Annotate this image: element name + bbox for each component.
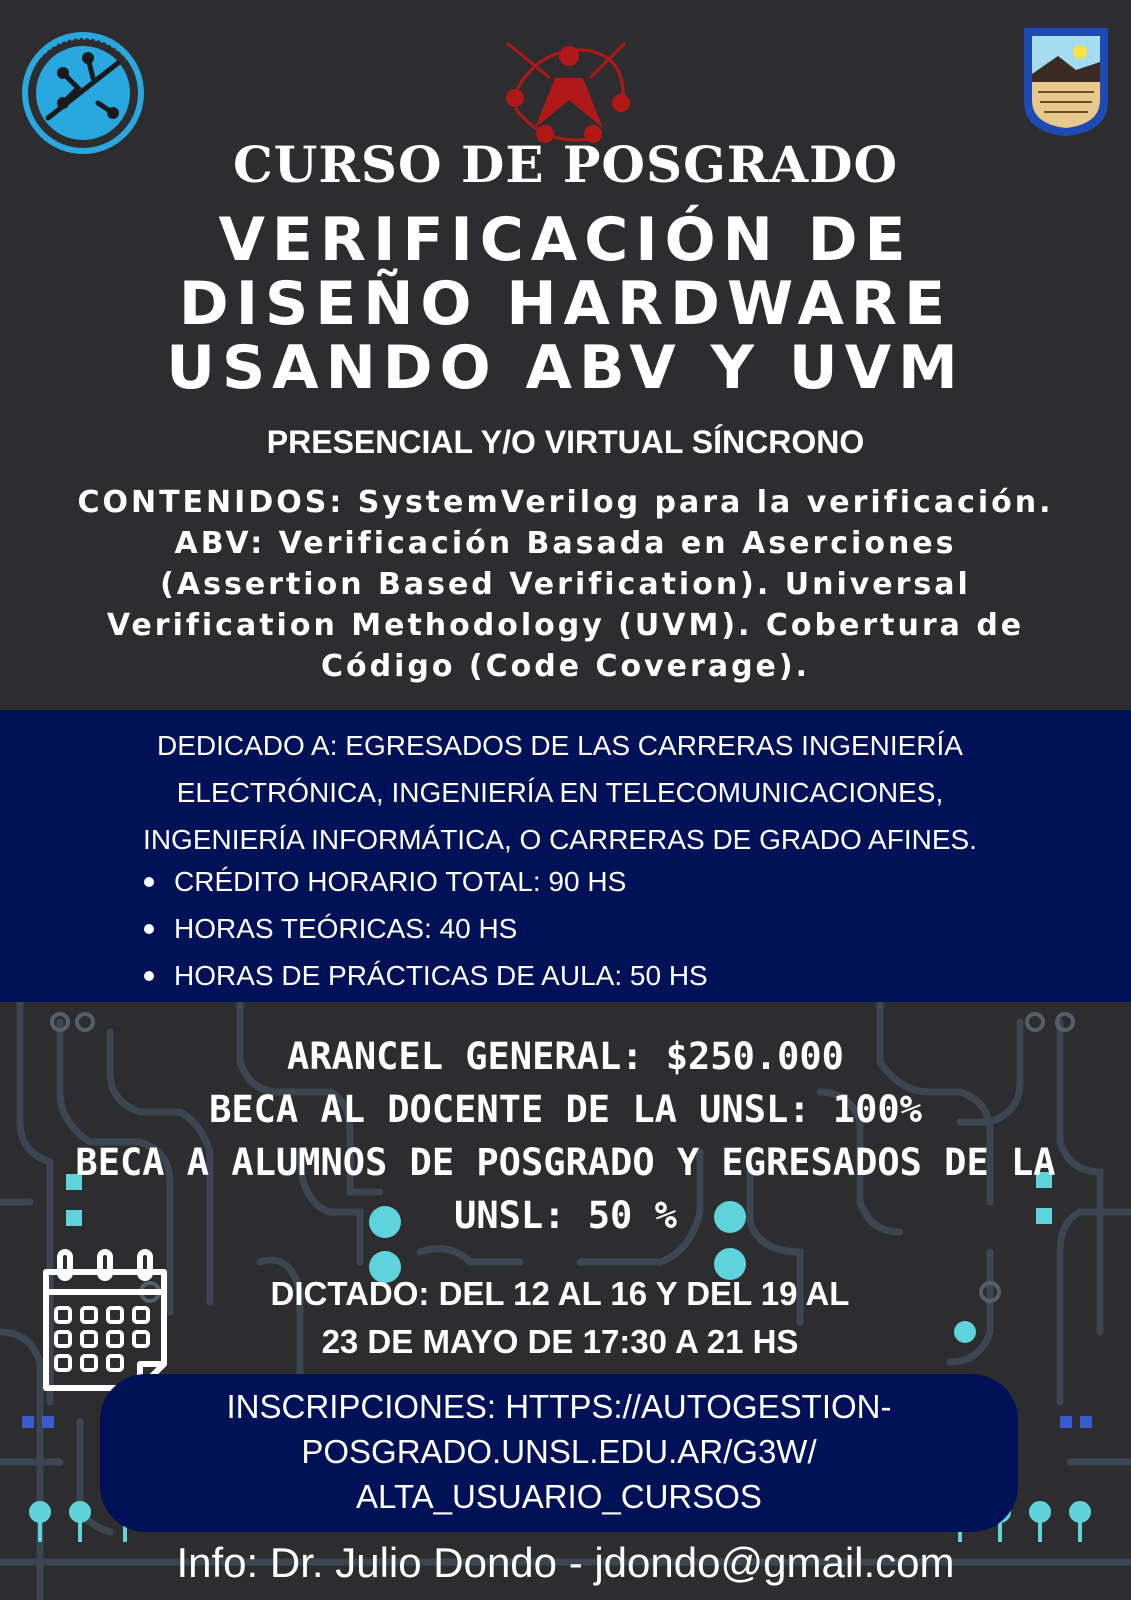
contents-line: ABV: Verificación Basada en Aserciones: [174, 526, 957, 561]
signup-box[interactable]: [100, 1374, 1018, 1532]
contents-line: Verification Methodology (UVM). Cobertura de: [106, 608, 1025, 643]
calendar-icon: [38, 1242, 172, 1394]
schedule-block: [200, 1270, 920, 1366]
fees-block: [0, 1030, 1131, 1242]
modality-text: PRESENCIAL Y/O VIRTUAL SÍNCRONO: [266, 424, 865, 460]
contact-info: Info: Dr. Julio Dondo - jdondo@gmail.com: [176, 1539, 955, 1586]
audience-line: DEDICADO A: EGRESADOS DE LAS CARRERAS INGENIERÍA: [157, 730, 963, 761]
title-line: DISEÑO HARDWARE: [178, 269, 953, 339]
signup-line: POSGRADO.UNSL.EDU.AR/G3W/: [301, 1433, 817, 1470]
red-figure-logo: [505, 38, 633, 148]
audience-text: [60, 722, 1060, 863]
fee-line: UNSL: 50 %: [454, 1194, 677, 1237]
schedule-line: DICTADO: DEL 12 AL 16 Y DEL 19 AL: [270, 1275, 850, 1312]
course-contents: [10, 482, 1121, 687]
course-kicker: CURSO DE POSGRADO: [232, 135, 899, 194]
fee-line: ARANCEL GENERAL: $250.000: [287, 1035, 844, 1078]
audience-line: ELECTRÓNICA, INGENIERÍA EN TELECOMUNICACIONES,: [176, 777, 944, 808]
hours-item: HORAS TEÓRICAS: 40 HS: [142, 905, 708, 952]
contents-line: (Assertion Based Verification). Universal: [160, 567, 971, 602]
fee-line: BECA A ALUMNOS DE POSGRADO Y EGRESADOS DE LA: [75, 1141, 1056, 1184]
contents-line: CONTENIDOS: SystemVerilog para la verificación.: [77, 485, 1054, 520]
title-line: USANDO ABV Y UVM: [166, 333, 965, 403]
signup-line: INSCRIPCIONES: HTTPS://AUTOGESTION-: [226, 1388, 892, 1425]
schedule-line: 23 DE MAYO DE 17:30 A 21 HS: [321, 1323, 799, 1360]
contents-line: Código (Code Coverage).: [320, 649, 810, 684]
hours-list: [142, 858, 708, 999]
audience-line: INGENIERÍA INFORMÁTICA, O CARRERAS DE GRADO AFINES.: [143, 824, 977, 855]
signup-line: ALTA_USUARIO_CURSOS: [356, 1478, 762, 1515]
hours-item: HORAS DE PRÁCTICAS DE AULA: 50 HS: [142, 952, 708, 999]
title-line: VERIFICACIÓN DE: [218, 205, 913, 275]
course-title: [0, 205, 1131, 403]
fee-line: BECA AL DOCENTE DE LA UNSL: 100%: [209, 1088, 922, 1131]
hours-item: CRÉDITO HORARIO TOTAL: 90 HS: [142, 858, 708, 905]
audience-band: [0, 710, 1131, 1002]
university-shield-logo: [1018, 22, 1114, 140]
